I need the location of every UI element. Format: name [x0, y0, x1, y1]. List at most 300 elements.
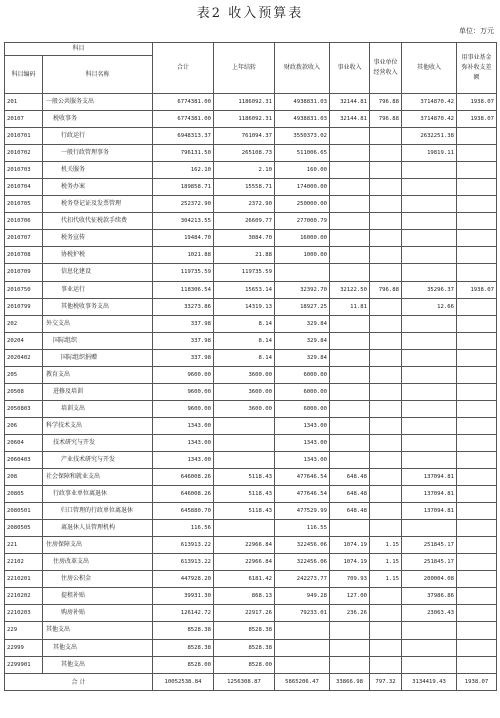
cell-total: 9600.00: [153, 383, 214, 400]
cell-other: 251845.17: [402, 537, 457, 554]
cell-subsidy: [457, 213, 497, 230]
cell-carryover: 119735.59: [214, 264, 275, 281]
cell-fiscal: 6000.00: [275, 366, 330, 383]
cell-operating: [370, 179, 402, 196]
header-total: 合计: [153, 43, 214, 94]
cell-total: 613913.22: [153, 554, 214, 571]
cell-business: [330, 451, 370, 468]
cell-code: 22102: [5, 554, 43, 571]
table-row: [5, 230, 497, 247]
cell-operating: [370, 298, 402, 315]
cell-total: 645880.70: [153, 503, 214, 520]
cell-operating: [370, 196, 402, 213]
cell-subsidy: [457, 417, 497, 434]
table-row: [5, 315, 497, 332]
cell-other: [402, 520, 457, 537]
table-row: [5, 417, 497, 434]
table-row: [5, 622, 497, 639]
cell-business: 236.26: [330, 605, 370, 622]
cell-total: 9600.00: [153, 400, 214, 417]
cell-carryover: 3600.00: [214, 366, 275, 383]
cell-other: [402, 247, 457, 264]
cell-total: 304213.55: [153, 213, 214, 230]
cell-operating: [370, 332, 402, 349]
cell-subsidy: [457, 434, 497, 451]
cell-code: 2010799: [5, 298, 43, 315]
cell-operating: [370, 469, 402, 486]
cell-subsidy: [457, 622, 497, 639]
cell-code: 2010707: [5, 230, 43, 247]
cell-business: 1074.19: [330, 554, 370, 571]
table-row: [5, 366, 497, 383]
table-row: [5, 605, 497, 622]
table-row: [5, 656, 497, 673]
table-row: [5, 400, 497, 417]
cell-code: 202: [5, 315, 43, 332]
cell-total: 796131.50: [153, 145, 214, 162]
table-row: [5, 520, 497, 537]
cell-name: 代扣代收代征税款手续费: [43, 213, 153, 230]
cell-subsidy: [457, 656, 497, 673]
cell-carryover: 8.14: [214, 315, 275, 332]
cell-operating: [370, 213, 402, 230]
cell-other: [402, 639, 457, 656]
cell-business: 648.48: [330, 503, 370, 520]
cell-code: 20604: [5, 434, 43, 451]
cell-name: 协税护税: [43, 247, 153, 264]
cell-total: 337.98: [153, 332, 214, 349]
cell-operating: [370, 264, 402, 281]
cell-code: 2080501: [5, 503, 43, 520]
cell-carryover: 6181.42: [214, 571, 275, 588]
cell-subsidy: [457, 315, 497, 332]
cell-subsidy: [457, 179, 497, 196]
cell-business: [330, 315, 370, 332]
cell-code: 20107: [5, 111, 43, 128]
cell-fiscal: 16000.00: [275, 230, 330, 247]
cell-operating: [370, 622, 402, 639]
cell-total: 1343.00: [153, 417, 214, 434]
cell-total: 1021.88: [153, 247, 214, 264]
cell-other: 137094.81: [402, 469, 457, 486]
cell-code: 20805: [5, 486, 43, 503]
cell-subsidy: [457, 520, 497, 537]
cell-other: [402, 366, 457, 383]
cell-business: 11.81: [330, 298, 370, 315]
cell-name: 社会保障和就业支出: [43, 469, 153, 486]
cell-carryover: 22917.26: [214, 605, 275, 622]
cell-operating: [370, 162, 402, 179]
cell-business: [330, 247, 370, 264]
cell-name: 培训支出: [43, 400, 153, 417]
total-business: 33866.98: [330, 673, 370, 690]
table-row: [5, 128, 497, 145]
cell-fiscal: 277000.79: [275, 213, 330, 230]
cell-subsidy: [457, 349, 497, 366]
table-row: [5, 213, 497, 230]
cell-operating: [370, 434, 402, 451]
cell-business: [330, 179, 370, 196]
cell-code: 2010702: [5, 145, 43, 162]
table-row: [5, 639, 497, 656]
cell-code: 2210203: [5, 605, 43, 622]
cell-fiscal: 949.28: [275, 588, 330, 605]
cell-carryover: 8.14: [214, 332, 275, 349]
cell-other: [402, 230, 457, 247]
cell-fiscal: 116.55: [275, 520, 330, 537]
cell-name: 住房改革支出: [43, 554, 153, 571]
cell-subsidy: [457, 247, 497, 264]
cell-fiscal: 18927.25: [275, 298, 330, 315]
table-row: [5, 588, 497, 605]
cell-subsidy: [457, 332, 497, 349]
cell-code: 206: [5, 417, 43, 434]
cell-carryover: 8.14: [214, 349, 275, 366]
cell-total: 119735.59: [153, 264, 214, 281]
cell-subsidy: [457, 605, 497, 622]
header-other: 其他收入: [402, 43, 457, 94]
total-label: 合 计: [5, 673, 153, 690]
cell-name: 归口管理的行政单位离退休: [43, 503, 153, 520]
cell-carryover: 868.13: [214, 588, 275, 605]
table-row: [5, 537, 497, 554]
cell-fiscal: 32392.70: [275, 281, 330, 298]
cell-total: 116.56: [153, 520, 214, 537]
cell-business: 32122.50: [330, 281, 370, 298]
cell-business: [330, 400, 370, 417]
cell-operating: [370, 230, 402, 247]
cell-other: 35296.37: [402, 281, 457, 298]
cell-other: 2632251.38: [402, 128, 457, 145]
cell-code: 2010709: [5, 264, 43, 281]
cell-code: 205: [5, 366, 43, 383]
cell-code: 201: [5, 94, 43, 111]
revenue-budget-table: [4, 42, 497, 691]
cell-code: 2010750: [5, 281, 43, 298]
cell-fiscal: 6000.00: [275, 383, 330, 400]
table-row: [5, 571, 497, 588]
cell-operating: [370, 417, 402, 434]
cell-name: 住房保障支出: [43, 537, 153, 554]
cell-code: 2060403: [5, 451, 43, 468]
cell-fiscal: [275, 639, 330, 656]
cell-business: [330, 656, 370, 673]
cell-subsidy: [457, 145, 497, 162]
cell-fiscal: 250000.00: [275, 196, 330, 213]
cell-code: 2299901: [5, 656, 43, 673]
cell-fiscal: 329.84: [275, 315, 330, 332]
total-other: 3134419.43: [402, 673, 457, 690]
cell-other: [402, 213, 457, 230]
table-body: [5, 94, 497, 674]
table-row: [5, 554, 497, 571]
cell-fiscal: 3550373.02: [275, 128, 330, 145]
page-title: 表2 收入预算表: [196, 6, 304, 21]
cell-subsidy: [457, 571, 497, 588]
cell-business: [330, 145, 370, 162]
cell-fiscal: 322456.06: [275, 537, 330, 554]
cell-business: [330, 622, 370, 639]
cell-carryover: 22966.84: [214, 537, 275, 554]
cell-other: 12.66: [402, 298, 457, 315]
cell-name: 技术研究与开发: [43, 434, 153, 451]
cell-business: 709.93: [330, 571, 370, 588]
cell-code: 2010706: [5, 213, 43, 230]
cell-carryover: 1186092.31: [214, 94, 275, 111]
cell-business: 648.48: [330, 486, 370, 503]
cell-carryover: 15653.14: [214, 281, 275, 298]
cell-business: [330, 230, 370, 247]
cell-fiscal: 6000.00: [275, 400, 330, 417]
cell-fiscal: 329.84: [275, 332, 330, 349]
cell-name: 机关服务: [43, 162, 153, 179]
table-row: [5, 451, 497, 468]
cell-other: [402, 400, 457, 417]
cell-fiscal: 477646.54: [275, 486, 330, 503]
cell-business: 32144.81: [330, 94, 370, 111]
cell-code: 2010703: [5, 162, 43, 179]
cell-business: [330, 383, 370, 400]
table-row: [5, 503, 497, 520]
cell-code: 2080505: [5, 520, 43, 537]
cell-name: 购房补贴: [43, 605, 153, 622]
cell-fiscal: 242273.77: [275, 571, 330, 588]
cell-carryover: [214, 434, 275, 451]
table-row: [5, 332, 497, 349]
cell-other: 3714870.42: [402, 94, 457, 111]
cell-fiscal: 174000.00: [275, 179, 330, 196]
header-name: 科目名称: [43, 56, 153, 94]
cell-carryover: 5118.43: [214, 503, 275, 520]
cell-other: [402, 451, 457, 468]
cell-carryover: 761094.37: [214, 128, 275, 145]
cell-name: 事业运行: [43, 281, 153, 298]
cell-operating: 796.88: [370, 94, 402, 111]
cell-code: 2210201: [5, 571, 43, 588]
table-row: [5, 247, 497, 264]
cell-name: 国际组织捐赠: [43, 349, 153, 366]
header-subject-group: 科目: [5, 43, 153, 56]
cell-carryover: 21.88: [214, 247, 275, 264]
cell-business: [330, 520, 370, 537]
cell-subsidy: [457, 503, 497, 520]
cell-operating: [370, 400, 402, 417]
cell-code: 208: [5, 469, 43, 486]
total-fiscal: 5865206.47: [275, 673, 330, 690]
cell-carryover: 8528.00: [214, 656, 275, 673]
cell-operating: [370, 383, 402, 400]
cell-total: 1343.00: [153, 451, 214, 468]
cell-operating: [370, 656, 402, 673]
cell-name: 进修及培训: [43, 383, 153, 400]
header-business: 事业收入: [330, 43, 370, 94]
cell-subsidy: [457, 230, 497, 247]
table-row: [5, 486, 497, 503]
cell-business: [330, 366, 370, 383]
cell-total: 189858.71: [153, 179, 214, 196]
cell-carryover: [214, 417, 275, 434]
table-row: [5, 145, 497, 162]
cell-other: [402, 656, 457, 673]
cell-subsidy: 1938.07: [457, 94, 497, 111]
cell-fiscal: 1000.00: [275, 247, 330, 264]
cell-total: 8528.38: [153, 622, 214, 639]
cell-total: 613913.22: [153, 537, 214, 554]
cell-other: [402, 196, 457, 213]
cell-carryover: 3600.00: [214, 383, 275, 400]
cell-total: 162.10: [153, 162, 214, 179]
cell-subsidy: [457, 469, 497, 486]
cell-carryover: [214, 520, 275, 537]
cell-name: 其他税收事务支出: [43, 298, 153, 315]
cell-name: 产业技术研究与开发: [43, 451, 153, 468]
cell-name: 一般公共服务支出: [43, 94, 153, 111]
cell-subsidy: [457, 537, 497, 554]
cell-operating: [370, 503, 402, 520]
cell-business: 648.48: [330, 469, 370, 486]
cell-operating: [370, 145, 402, 162]
table-row: [5, 281, 497, 298]
cell-operating: 1.15: [370, 537, 402, 554]
cell-total: 646008.26: [153, 469, 214, 486]
cell-operating: [370, 128, 402, 145]
total-sum: 10052538.84: [153, 673, 214, 690]
cell-other: [402, 622, 457, 639]
cell-business: 32144.81: [330, 111, 370, 128]
cell-fiscal: 477646.54: [275, 469, 330, 486]
cell-code: 221: [5, 537, 43, 554]
cell-total: 118306.54: [153, 281, 214, 298]
cell-operating: 1.15: [370, 554, 402, 571]
cell-subsidy: [457, 196, 497, 213]
cell-total: 337.98: [153, 349, 214, 366]
cell-operating: [370, 366, 402, 383]
cell-fiscal: 160.00: [275, 162, 330, 179]
cell-total: 6774381.00: [153, 111, 214, 128]
cell-business: [330, 162, 370, 179]
cell-other: [402, 315, 457, 332]
cell-operating: [370, 315, 402, 332]
cell-subsidy: [457, 366, 497, 383]
cell-operating: [370, 486, 402, 503]
cell-operating: [370, 605, 402, 622]
table-row: [5, 264, 497, 281]
cell-carryover: 5118.43: [214, 486, 275, 503]
cell-subsidy: [457, 162, 497, 179]
cell-operating: [370, 639, 402, 656]
cell-business: [330, 349, 370, 366]
cell-fiscal: [275, 656, 330, 673]
cell-other: 200004.08: [402, 571, 457, 588]
cell-business: [330, 196, 370, 213]
cell-code: 2050803: [5, 400, 43, 417]
cell-other: 137094.81: [402, 486, 457, 503]
cell-operating: [370, 247, 402, 264]
header-code: 科目编码: [5, 56, 43, 94]
cell-business: [330, 264, 370, 281]
cell-subsidy: 1938.07: [457, 111, 497, 128]
cell-other: 23063.43: [402, 605, 457, 622]
cell-subsidy: [457, 298, 497, 315]
table-row: [5, 383, 497, 400]
cell-subsidy: [457, 486, 497, 503]
cell-subsidy: [457, 128, 497, 145]
cell-total: 9600.00: [153, 366, 214, 383]
cell-carryover: 3600.00: [214, 400, 275, 417]
cell-total: 8528.00: [153, 656, 214, 673]
cell-carryover: 265108.73: [214, 145, 275, 162]
cell-fiscal: 329.84: [275, 349, 330, 366]
cell-total: 126142.72: [153, 605, 214, 622]
cell-other: [402, 383, 457, 400]
header-subsidy: 用事业基金弥补收支差额: [457, 43, 497, 94]
cell-name: 其他支出: [43, 639, 153, 656]
table-row: [5, 196, 497, 213]
cell-operating: 796.88: [370, 281, 402, 298]
cell-other: [402, 162, 457, 179]
cell-carryover: 3084.70: [214, 230, 275, 247]
table-row: [5, 298, 497, 315]
cell-code: 2010704: [5, 179, 43, 196]
cell-code: 2210202: [5, 588, 43, 605]
cell-business: [330, 639, 370, 656]
cell-fiscal: 322456.06: [275, 554, 330, 571]
cell-subsidy: [457, 639, 497, 656]
cell-total: 6948313.37: [153, 128, 214, 145]
cell-fiscal: 1343.00: [275, 434, 330, 451]
cell-business: [330, 434, 370, 451]
cell-code: 2020402: [5, 349, 43, 366]
cell-other: [402, 434, 457, 451]
cell-carryover: [214, 451, 275, 468]
cell-operating: 1.15: [370, 571, 402, 588]
cell-business: [330, 332, 370, 349]
cell-fiscal: 4938831.03: [275, 94, 330, 111]
cell-total: 8528.38: [153, 639, 214, 656]
cell-name: 国际组织: [43, 332, 153, 349]
cell-operating: 796.88: [370, 111, 402, 128]
table-row: [5, 469, 497, 486]
cell-total: 6774381.00: [153, 94, 214, 111]
cell-other: 19819.11: [402, 145, 457, 162]
cell-total: 447928.20: [153, 571, 214, 588]
cell-business: [330, 128, 370, 145]
cell-name: 税务宣传: [43, 230, 153, 247]
cell-name: 离退休人员管理机构: [43, 520, 153, 537]
cell-subsidy: [457, 451, 497, 468]
cell-total: 33273.86: [153, 298, 214, 315]
cell-total: 646008.26: [153, 486, 214, 503]
table-row: [5, 111, 497, 128]
cell-name: 科学技术支出: [43, 417, 153, 434]
cell-carryover: 15558.71: [214, 179, 275, 196]
cell-code: 20508: [5, 383, 43, 400]
cell-operating: [370, 588, 402, 605]
cell-subsidy: [457, 383, 497, 400]
cell-name: 税务办案: [43, 179, 153, 196]
cell-total: 252372.90: [153, 196, 214, 213]
cell-carryover: 14319.13: [214, 298, 275, 315]
cell-fiscal: 1343.00: [275, 417, 330, 434]
cell-name: 教育支出: [43, 366, 153, 383]
header-fiscal: 财政拨款收入: [275, 43, 330, 94]
cell-code: 2010708: [5, 247, 43, 264]
cell-other: [402, 349, 457, 366]
cell-carryover: 2372.90: [214, 196, 275, 213]
table-row: [5, 434, 497, 451]
cell-carryover: 26609.77: [214, 213, 275, 230]
cell-other: 137094.81: [402, 503, 457, 520]
